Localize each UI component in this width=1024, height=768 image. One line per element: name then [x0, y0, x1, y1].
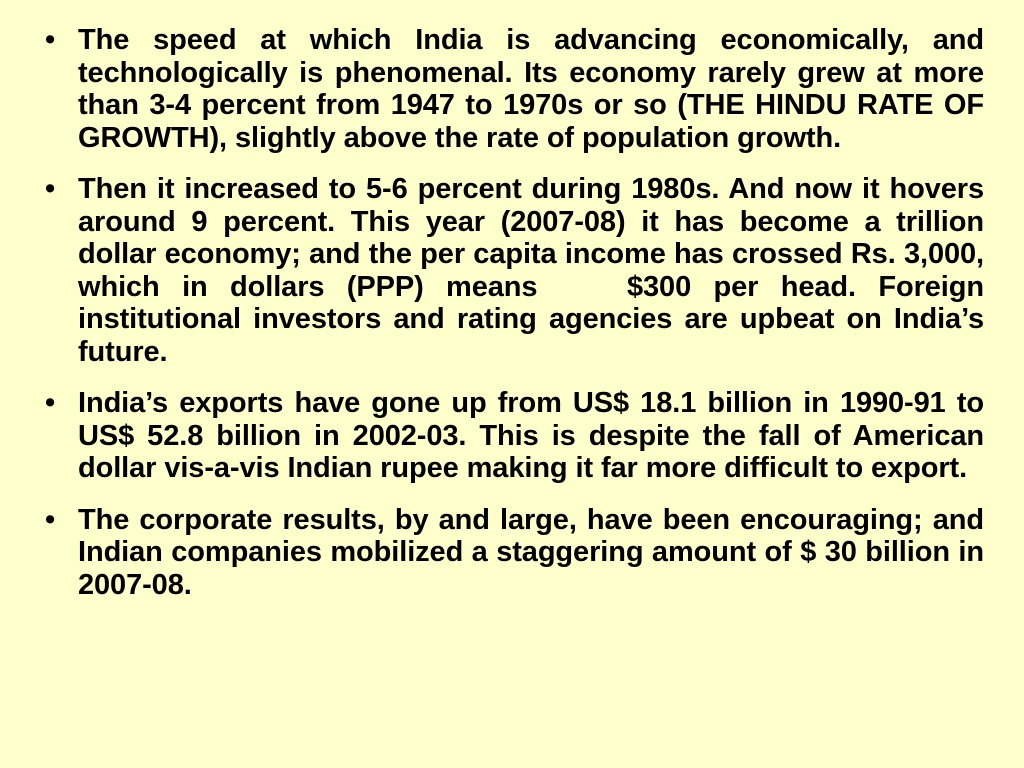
bullet-item: [40, 24, 992, 154]
bullet-list: [40, 24, 992, 601]
bullet-item: [40, 173, 992, 368]
bullet-item: [40, 503, 992, 602]
bullet-point-icon: •: [44, 24, 56, 56]
bullet-point-icon: •: [44, 387, 56, 419]
bullet-point-icon: •: [44, 173, 56, 205]
bullet-point-icon: •: [44, 503, 56, 536]
bullet-text: India’s exports have gone up from US$ 18.1 billion in 1990-91 to US$ 52.8 billion in 2002-03. This is despite the fall of American dollar vis-a-vis Indian rupee making it far more difficult to export.: [78, 387, 992, 484]
bullet-text: The speed at which India is advancing economically, and technologically is phenomenal. Its economy rarely grew at more than 3-4 percent from 1947 to 1970s or so (THE HINDU RATE OF GROWTH), slightly above the rate of population growth.: [78, 24, 992, 154]
bullet-text: Then it increased to 5-6 percent during 1980s. And now it hovers around 9 percent. This year (2007-08) it has become a trillion dollar economy; and the per capita income has crossed Rs. 3,000, which in dollars (PPP) means $300 per head. Foreign institutional investors and rating agencies are upbeat on India’s future.: [78, 173, 992, 368]
bullet-text: The corporate results, by and large, have been encouraging; and Indian companies mobilized a staggering amount of $ 30 billion in 2007-08.: [78, 503, 992, 601]
bullet-item: [40, 387, 992, 485]
